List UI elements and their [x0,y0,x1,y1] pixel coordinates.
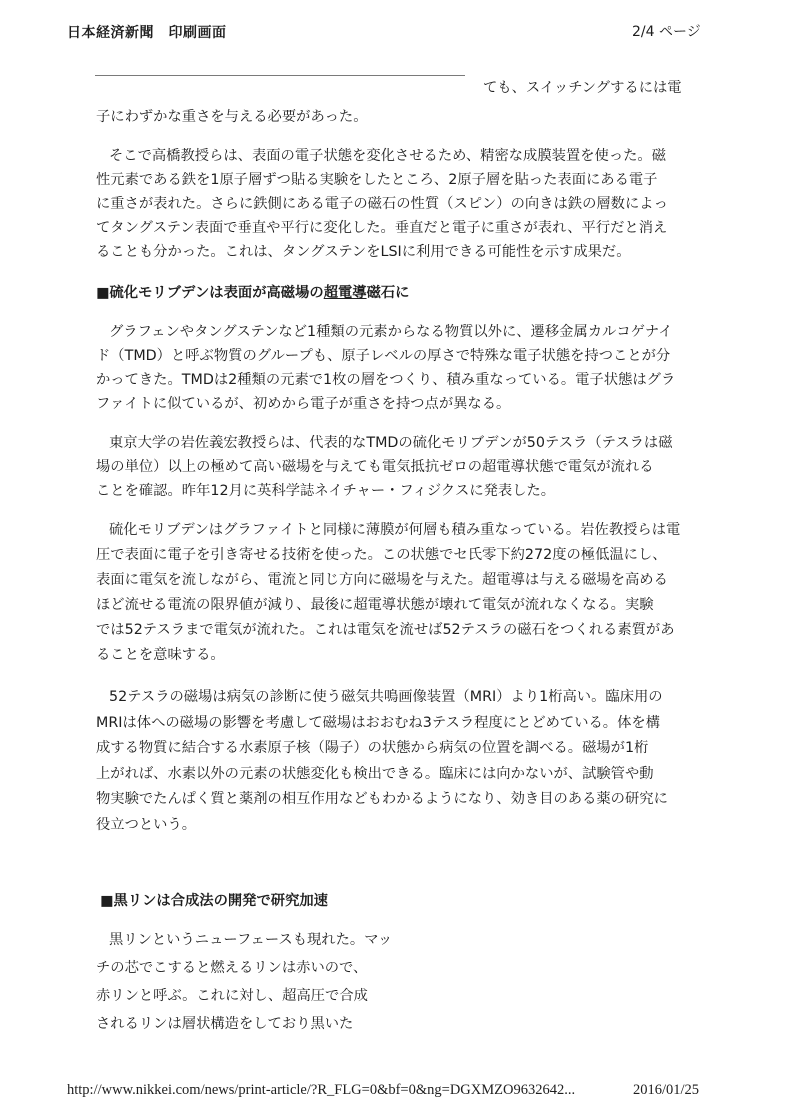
article-line: 上がれば、水素以外の元素の状態変化も検出できる。臨床には向かないが、試験管や動 [96,765,654,782]
heading-text: 磁石に [366,285,410,301]
section-heading: ■黒リンは合成法の開発で研究加速 [100,893,328,909]
article-line: 表面に電気を流しながら、電流と同じ方向に磁場を与えた。超電導は与える磁場を高める [96,572,668,588]
article-line: 物実験でたんぱく質と薬剤の相互作用などもわかるようになり、効き目のある薬の研究に [96,791,668,808]
article-line: ることを意味する。 [96,647,225,663]
article-line: 赤リンと呼ぶ。これに対し、超高圧で合成 [96,988,368,1004]
paragraph [96,144,668,264]
paragraph [96,518,680,668]
article-line: MRIは体への磁場の影響を考慮して磁場はおおむね3テスラ程度にとどめている。体を構 [96,714,660,731]
article-line: チの芯でこすると燃えるリンは赤いので、 [96,960,368,976]
article-line: 硫化モリブデンはグラファイトと同様に薄膜が何層も積み重なっている。岩佐教授らは電 [109,522,681,538]
article-line: てタングステン表面で垂直や平行に変化した。垂直だと電子に重さが表れ、平行だと消え [96,220,668,236]
print-header-title: 日本経済新聞 印刷画面 [67,25,227,41]
article-line: 場の単位）以上の極めて高い磁場を与えても電気抵抗ゼロの超電導状態で電気が流れる [96,459,654,475]
article-line: 52テスラの磁場は病気の診断に使う磁気共鳴画像装置（MRI）より1桁高い。臨床用の [109,689,663,705]
footer-url: http://www.nikkei.com/news/print-article/?R_FLG=0&bf=0&ng=DGXMZO9632642... [67,1082,576,1098]
heading-text: ■硫化モリブデンは表面が高磁場の [96,285,324,301]
article-line: されるリンは層状構造をしており黒いた [96,1016,354,1032]
article-line: ド（TMD）と呼ぶ物質のグループも、原子レベルの厚さで特殊な電子状態を持つことが分 [96,348,671,364]
paragraph [96,685,668,839]
article-line: 黒リンというニューフェースも現れた。マッ [109,932,393,948]
article-line: ことを確認。昨年12月に英科学誌ネイチャー・フィジクスに発表した。 [96,483,556,499]
footer-date: 2016/01/25 [633,1082,700,1098]
article-line: ることも分かった。これは、タングステンをLSIに利用できる可能性を示す成果だ。 [96,244,631,260]
paragraph [96,320,675,416]
article-line: そこで高橋教授らは、表面の電子状態を変化させるため、精密な成膜装置を使った。磁 [109,148,667,164]
article-line: では52テスラまで電気が流れた。これは電気を流せば52テスラの磁石をつくれる素質があ [96,622,675,638]
article-line: ても、スイッチングするには電 [483,80,682,96]
article-line: 役立つという。 [96,816,197,833]
section-heading [96,283,409,303]
article-line: ほど流せる電流の限界値が減り、最後に超電導状態が壊れて電気が流れなくなる。実験 [96,597,654,613]
paragraph [96,926,392,1038]
article-line: 成する物質に結合する水素原子核（陽子）の状態から病気の位置を調べる。磁場が1桁 [96,740,649,757]
page-number: 2/4 ページ [632,24,701,40]
paragraph [96,431,673,503]
article-line: グラフェンやタングステンなど1種類の元素からなる物質以外に、遷移金属カルコゲナイ [109,324,673,340]
article-line: 圧で表面に電子を引き寄せる技術を使った。この状態でセ氏零下約272度の極低温にし、 [96,547,667,563]
article-line: 東京大学の岩佐義宏教授らは、代表的なTMDの硫化モリブデンが50テスラ（テスラは磁 [109,435,673,451]
article-line: ファイトに似ているが、初めから電子が重さを持つ点が異なる。 [96,396,511,412]
article-line: に重さが表れた。さらに鉄側にある電子の磁石の性質（スピン）の向きは鉄の層数によっ [96,196,668,212]
divider-line [95,75,465,76]
article-line: 子にわずかな重さを与える必要があった。 [96,109,368,125]
heading-underlined-term: 超電導 [323,285,367,301]
article-line: かってきた。TMDは2種類の元素で1枚の層をつくり、積み重なっている。電子状態はグラ [96,372,676,388]
article-line: 性元素である鉄を1原子層ずつ貼る実験をしたところ、2原子層を貼った表面にある電子 [96,172,658,188]
